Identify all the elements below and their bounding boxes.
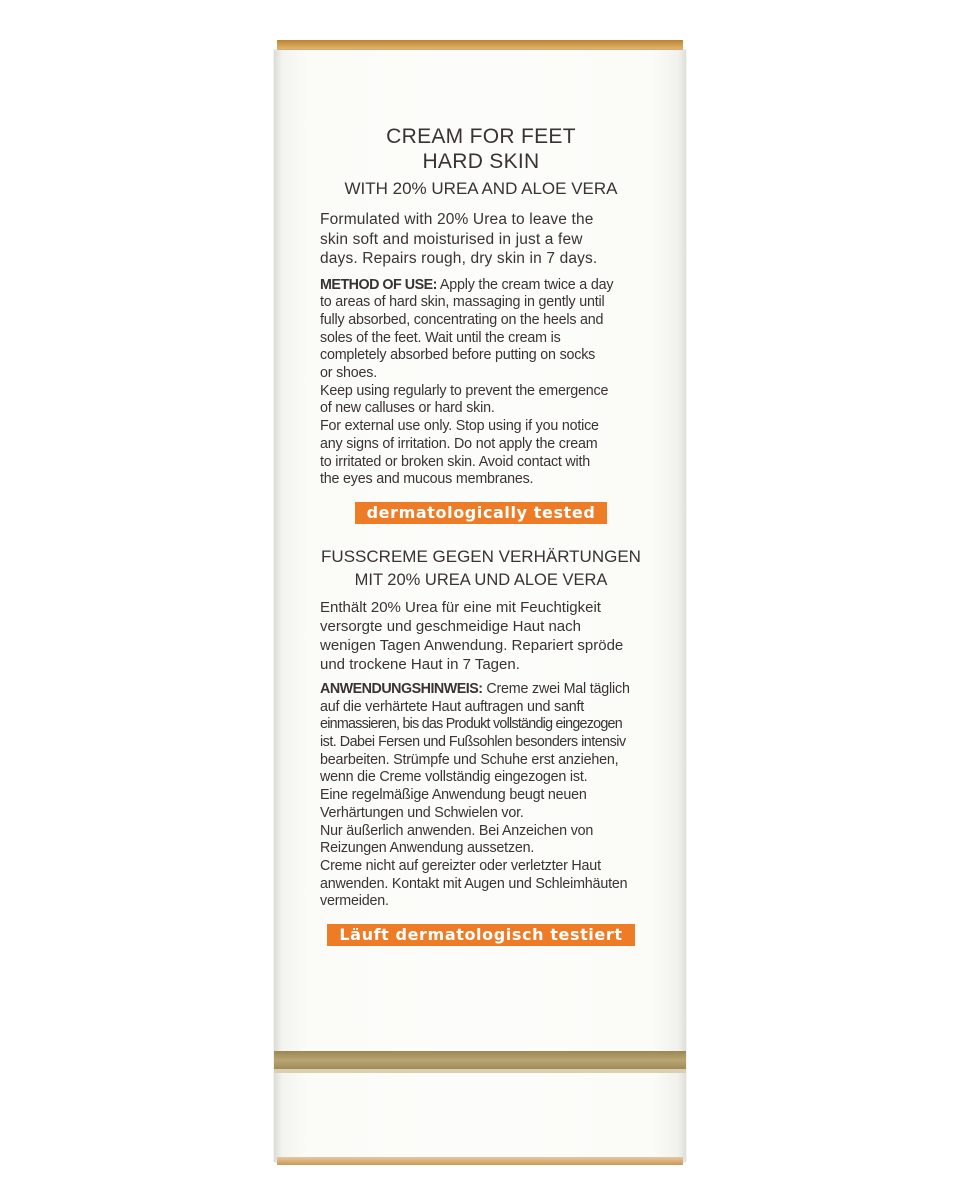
german-method-line: vermeiden. <box>320 893 389 910</box>
label-text-block <box>320 124 642 946</box>
dermatologisch-testiert-badge: Läuft dermatologisch testiert <box>327 924 634 946</box>
english-badge-wrap <box>320 502 642 524</box>
german-method-line: Creme nicht auf gereizter oder verletzter Haut <box>320 857 601 874</box>
dermatologically-tested-badge: dermatologically tested <box>355 502 608 524</box>
german-method-line: Nur äußerlich anwenden. Bei Anzeichen von <box>320 822 594 839</box>
german-subtitle: MIT 20% UREA UND ALOE VERA <box>354 570 608 589</box>
english-method-label: METHOD OF USE: <box>320 276 437 293</box>
german-intro-line: Enthält 20% Urea für eine mit Feuchtigkeit <box>320 598 601 616</box>
english-subtitle: WITH 20% UREA AND ALOE VERA <box>344 179 618 198</box>
german-method-line: ist. Dabei Fersen und Fußsohlen besonders intensiv <box>320 734 626 751</box>
german-method-line: einmassieren, bis das Produkt vollständig eingezogen <box>320 716 622 733</box>
english-method-line: fully absorbed, concentrating on the heels and <box>320 311 604 328</box>
english-method-line: to irritated or broken skin. Avoid contact with <box>320 453 591 470</box>
german-method-line: Eine regelmäßige Anwendung beugt neuen <box>320 787 587 804</box>
english-method-line: of new calluses or hard skin. <box>320 400 495 417</box>
english-method-line: or shoes. <box>320 365 378 382</box>
german-method-line: bearbeiten. Strümpfe und Schuhe erst anziehen, <box>320 751 619 768</box>
english-title-line: HARD SKIN <box>422 150 540 173</box>
english-intro-line: skin soft and moisturised in just a few <box>320 230 583 248</box>
german-section <box>320 546 642 946</box>
english-title-line: CREAM FOR FEET <box>386 125 576 148</box>
english-method <box>320 277 642 489</box>
english-intro-line: days. Repairs rough, dry skin in 7 days. <box>320 250 598 267</box>
german-title: FUSSCREME GEGEN VERHÄRTUNGEN <box>321 546 641 566</box>
english-intro <box>320 210 642 269</box>
english-method-line: to areas of hard skin, massaging in gently until <box>320 294 605 311</box>
box-bottom-edge <box>277 1157 683 1165</box>
english-method-line: any signs of irritation. Do not apply the cream <box>320 435 598 452</box>
english-method-text: Apply the cream twice a day <box>436 276 614 293</box>
german-method-line: wenn die Creme vollständig eingezogen ist. <box>320 769 588 786</box>
english-method-line: For external use only. Stop using if you notice <box>320 418 599 435</box>
english-intro-line: Formulated with 20% Urea to leave the <box>320 211 594 228</box>
german-method-line <box>320 681 642 699</box>
german-intro-line: wenigen Tagen Anwendung. Repariert spröde <box>320 636 624 654</box>
english-title <box>320 124 642 174</box>
english-method-line <box>320 277 642 295</box>
german-method <box>320 681 642 911</box>
german-intro-line: und trockene Haut in 7 Tagen. <box>320 655 520 673</box>
english-method-line: soles of the feet. Wait until the cream is <box>320 329 561 346</box>
gold-stripe-shadow <box>274 1069 686 1073</box>
german-method-text: Creme zwei Mal täglich <box>482 680 630 697</box>
german-method-line: Reizungen Anwendung aussetzen. <box>320 840 535 857</box>
english-method-line: Keep using regularly to prevent the emergence <box>320 382 609 399</box>
gold-stripe <box>274 1051 686 1069</box>
english-method-line: the eyes and mucous membranes. <box>320 471 534 488</box>
german-method-label: ANWENDUNGSHINWEIS: <box>320 680 483 697</box>
english-method-line: completely absorbed before putting on socks <box>320 347 596 364</box>
german-badge-wrap <box>320 924 642 946</box>
english-section <box>320 124 642 524</box>
german-method-line: auf die verhärtete Haut auftragen und sanft <box>320 698 585 715</box>
german-intro <box>320 598 642 674</box>
german-method-line: Verhärtungen und Schwielen vor. <box>320 804 524 821</box>
german-intro-line: versorgte und geschmeidige Haut nach <box>320 617 581 635</box>
german-method-line: anwenden. Kontakt mit Augen und Schleimhäuten <box>320 875 628 892</box>
